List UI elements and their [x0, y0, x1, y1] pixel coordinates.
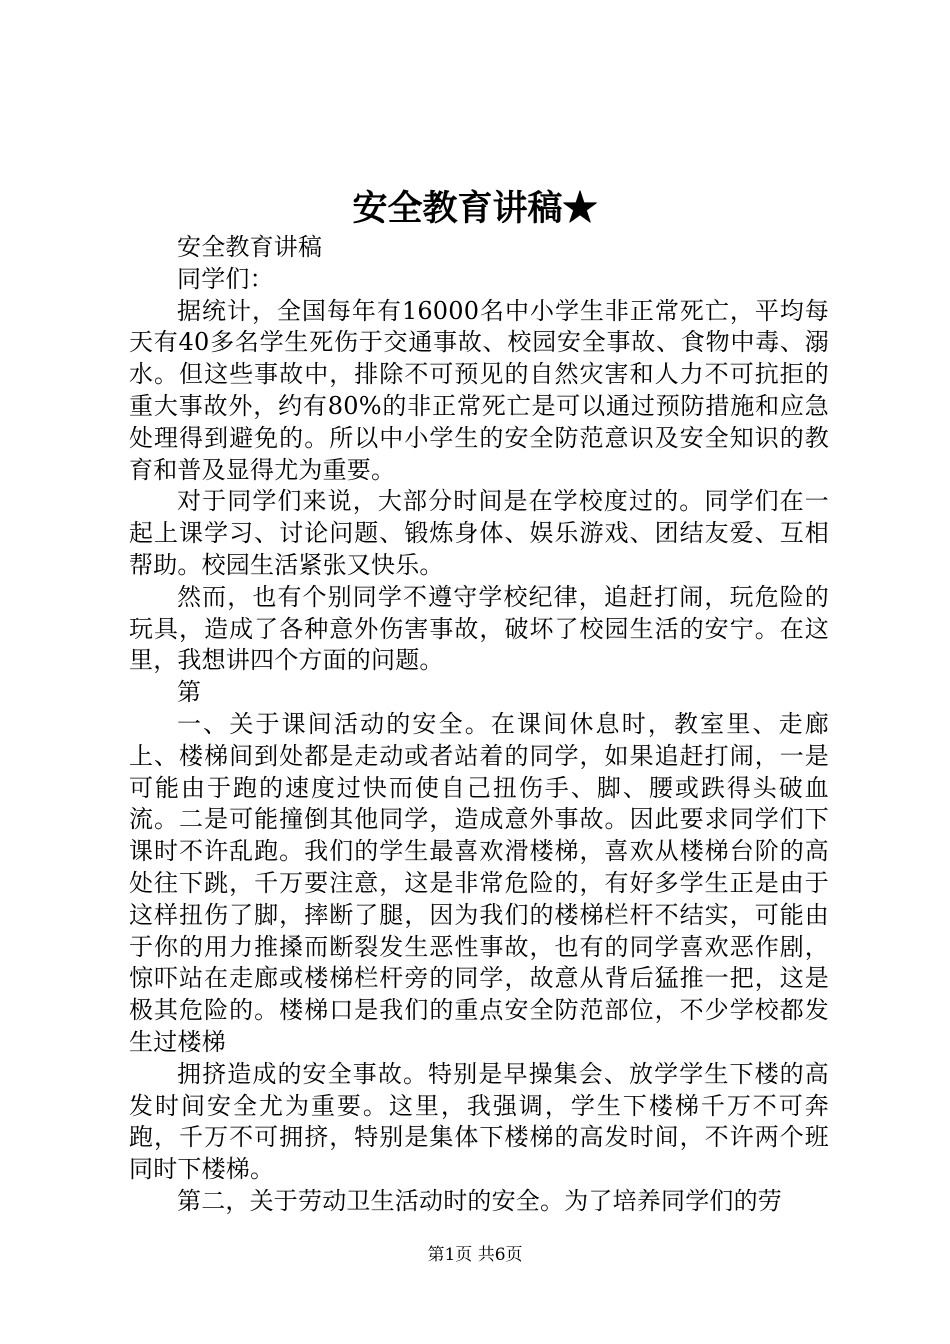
paragraph-statistics: 据统计，全国每年有16000名中小学生非正常死亡，平均每天有40多名学生死伤于交通事故、校园安全事故、食物中毒、溺水。但这些事故中，排除不可预见的自然灾害和人力不可抗拒的重大事故外，约有80%的非正常死亡是可以通过预防措施和应急处理得到避免的。所以中小学生的安全防范意识及安全知识的教育和普及显得尤为重要。 [129, 296, 829, 484]
document-body [129, 232, 829, 1218]
paragraph-heading: 安全教育讲稿 [177, 233, 323, 261]
paragraph-however: 然而，也有个别同学不遵守学校纪律，追赶打闹，玩危险的玩具，造成了各种意外伤害事故，破坏了校园生活的安宁。在这里，我想讲四个方面的问题。 [129, 582, 829, 675]
paragraph-salutation: 同学们： [177, 264, 274, 293]
paragraph-school-life: 对于同学们来说，大部分时间是在学校度过的。同学们在一起上课学习、讨论问题、锻炼身体、娱乐游戏、团结友爱、互相帮助。校园生活紧张又快乐。 [129, 487, 829, 579]
paragraph-labor-safety: 第二，关于劳动卫生活动时的安全。为了培养同学们的劳 [177, 1186, 782, 1215]
document-title: 安全教育讲稿★ [352, 188, 598, 229]
paragraph-first-marker: 第 [177, 678, 202, 707]
page-number: 第1页 共6页 [427, 1245, 523, 1265]
paragraph-break-safety: 一、关于课间活动的安全。在课间休息时，教室里、走廊上、楼梯间到处都是走动或者站着的同学，如果追赶打闹，一是可能由于跑的速度过快而使自己扭伤手、脚、腰或跌得头破血流。二是可能撞倒其他同学，造成意外事故。因此要求同学们下课时不许乱跑。我们的学生最喜欢滑楼梯，喜欢从楼梯台阶的高处往下跳，千万要注意，这是非常危险的，有好多学生正是由于这样扭伤了脚，摔断了腿，因为我们的楼梯栏杆不结实，可能由于你的用力推搡而断裂发生恶性事故，也有的同学喜欢恶作剧，惊吓站在走廊或楼梯栏杆旁的同学，故意从背后猛推一把，这是极其危险的。楼梯口是我们的重点安全防范部位，不少学校都发生过楼梯 [129, 709, 829, 1056]
paragraph-stairs: 拥挤造成的安全事故。特别是早操集会、放学学生下楼的高发时间安全尤为重要。这里，我强调，学生下楼梯千万不可奔跑，千万不可拥挤，特别是集体下楼梯的高发时间，不许两个班同时下楼梯。 [129, 1059, 829, 1184]
